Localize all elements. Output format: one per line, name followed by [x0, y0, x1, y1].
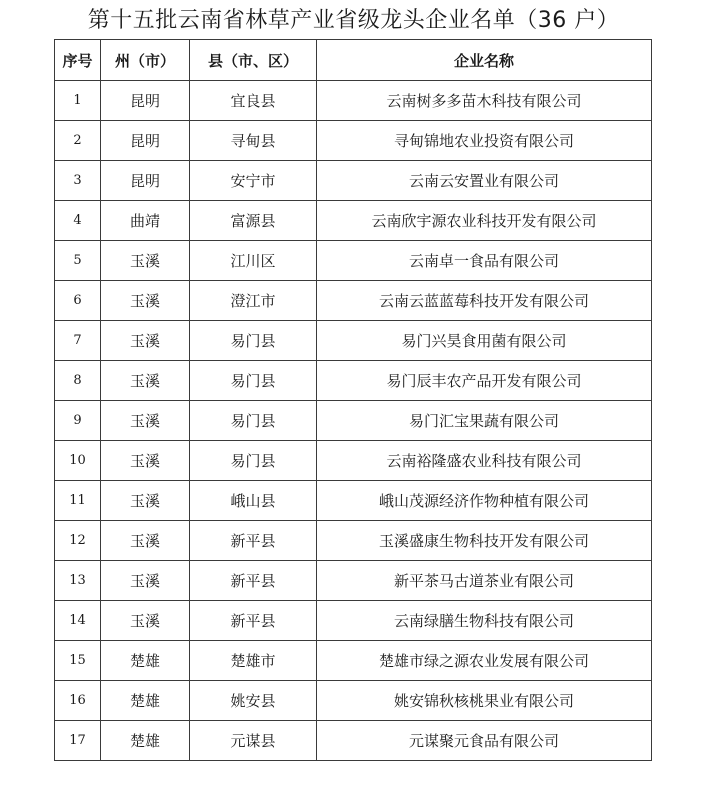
cell-no: 14	[55, 601, 101, 641]
cell-company: 易门兴昊食用菌有限公司	[317, 321, 652, 361]
document-title: 第十五批云南省林草产业省级龙头企业名单（36 户）	[87, 8, 620, 33]
cell-county: 富源县	[190, 201, 317, 241]
cell-prefecture: 玉溪	[101, 241, 190, 281]
cell-company: 云南绿膳生物科技有限公司	[317, 601, 652, 641]
cell-county: 安宁市	[190, 161, 317, 201]
table-row	[55, 361, 652, 401]
cell-no: 8	[55, 361, 101, 401]
cell-county: 易门县	[190, 321, 317, 361]
cell-county: 姚安县	[190, 681, 317, 721]
cell-county: 江川区	[190, 241, 317, 281]
cell-prefecture: 楚雄	[101, 641, 190, 681]
table-row	[55, 81, 652, 121]
table-row	[55, 521, 652, 561]
cell-company: 楚雄市绿之源农业发展有限公司	[317, 641, 652, 681]
cell-no: 6	[55, 281, 101, 321]
table-row	[55, 641, 652, 681]
cell-county: 新平县	[190, 521, 317, 561]
cell-no: 16	[55, 681, 101, 721]
cell-prefecture: 玉溪	[101, 441, 190, 481]
cell-company: 云南裕隆盛农业科技有限公司	[317, 441, 652, 481]
cell-county: 新平县	[190, 561, 317, 601]
table-row	[55, 281, 652, 321]
cell-county: 易门县	[190, 361, 317, 401]
cell-company: 易门辰丰农产品开发有限公司	[317, 361, 652, 401]
cell-county: 澄江市	[190, 281, 317, 321]
cell-no: 4	[55, 201, 101, 241]
cell-county: 峨山县	[190, 481, 317, 521]
cell-prefecture: 玉溪	[101, 521, 190, 561]
cell-no: 7	[55, 321, 101, 361]
cell-company: 新平茶马古道茶业有限公司	[317, 561, 652, 601]
cell-no: 3	[55, 161, 101, 201]
cell-prefecture: 玉溪	[101, 401, 190, 441]
cell-no: 15	[55, 641, 101, 681]
cell-company: 寻甸锦地农业投资有限公司	[317, 121, 652, 161]
cell-company: 云南云蓝蓝莓科技开发有限公司	[317, 281, 652, 321]
header-company: 企业名称	[317, 40, 652, 81]
cell-county: 元谋县	[190, 721, 317, 761]
cell-prefecture: 楚雄	[101, 721, 190, 761]
cell-company: 姚安锦秋核桃果业有限公司	[317, 681, 652, 721]
cell-county: 寻甸县	[190, 121, 317, 161]
company-table	[54, 39, 652, 761]
cell-no: 1	[55, 81, 101, 121]
cell-no: 12	[55, 521, 101, 561]
table-row	[55, 601, 652, 641]
table-row	[55, 121, 652, 161]
table-body	[55, 81, 652, 761]
cell-company: 云南卓一食品有限公司	[317, 241, 652, 281]
cell-no: 9	[55, 401, 101, 441]
table-row	[55, 561, 652, 601]
table-header-row	[55, 40, 652, 81]
header-prefecture: 州（市）	[101, 40, 190, 81]
header-no: 序号	[55, 40, 101, 81]
table-row	[55, 201, 652, 241]
cell-company: 易门汇宝果蔬有限公司	[317, 401, 652, 441]
cell-prefecture: 曲靖	[101, 201, 190, 241]
cell-county: 新平县	[190, 601, 317, 641]
cell-county: 宜良县	[190, 81, 317, 121]
cell-company: 云南欣宇源农业科技开发有限公司	[317, 201, 652, 241]
cell-no: 17	[55, 721, 101, 761]
cell-company: 玉溪盛康生物科技开发有限公司	[317, 521, 652, 561]
cell-no: 13	[55, 561, 101, 601]
cell-prefecture: 玉溪	[101, 321, 190, 361]
cell-prefecture: 玉溪	[101, 481, 190, 521]
cell-prefecture: 昆明	[101, 161, 190, 201]
cell-company: 云南云安置业有限公司	[317, 161, 652, 201]
cell-company: 峨山茂源经济作物种植有限公司	[317, 481, 652, 521]
header-county: 县（市、区）	[190, 40, 317, 81]
cell-no: 2	[55, 121, 101, 161]
table-row	[55, 721, 652, 761]
table-row	[55, 241, 652, 281]
table-row	[55, 401, 652, 441]
cell-prefecture: 楚雄	[101, 681, 190, 721]
cell-no: 10	[55, 441, 101, 481]
cell-prefecture: 玉溪	[101, 561, 190, 601]
cell-county: 易门县	[190, 401, 317, 441]
cell-prefecture: 昆明	[101, 121, 190, 161]
cell-company: 元谋聚元食品有限公司	[317, 721, 652, 761]
table-row	[55, 441, 652, 481]
table-row	[55, 161, 652, 201]
table-row	[55, 321, 652, 361]
cell-prefecture: 昆明	[101, 81, 190, 121]
cell-prefecture: 玉溪	[101, 281, 190, 321]
cell-no: 5	[55, 241, 101, 281]
cell-company: 云南树多多苗木科技有限公司	[317, 81, 652, 121]
table-row	[55, 681, 652, 721]
cell-no: 11	[55, 481, 101, 521]
cell-prefecture: 玉溪	[101, 601, 190, 641]
cell-prefecture: 玉溪	[101, 361, 190, 401]
cell-county: 易门县	[190, 441, 317, 481]
cell-county: 楚雄市	[190, 641, 317, 681]
table-row	[55, 481, 652, 521]
